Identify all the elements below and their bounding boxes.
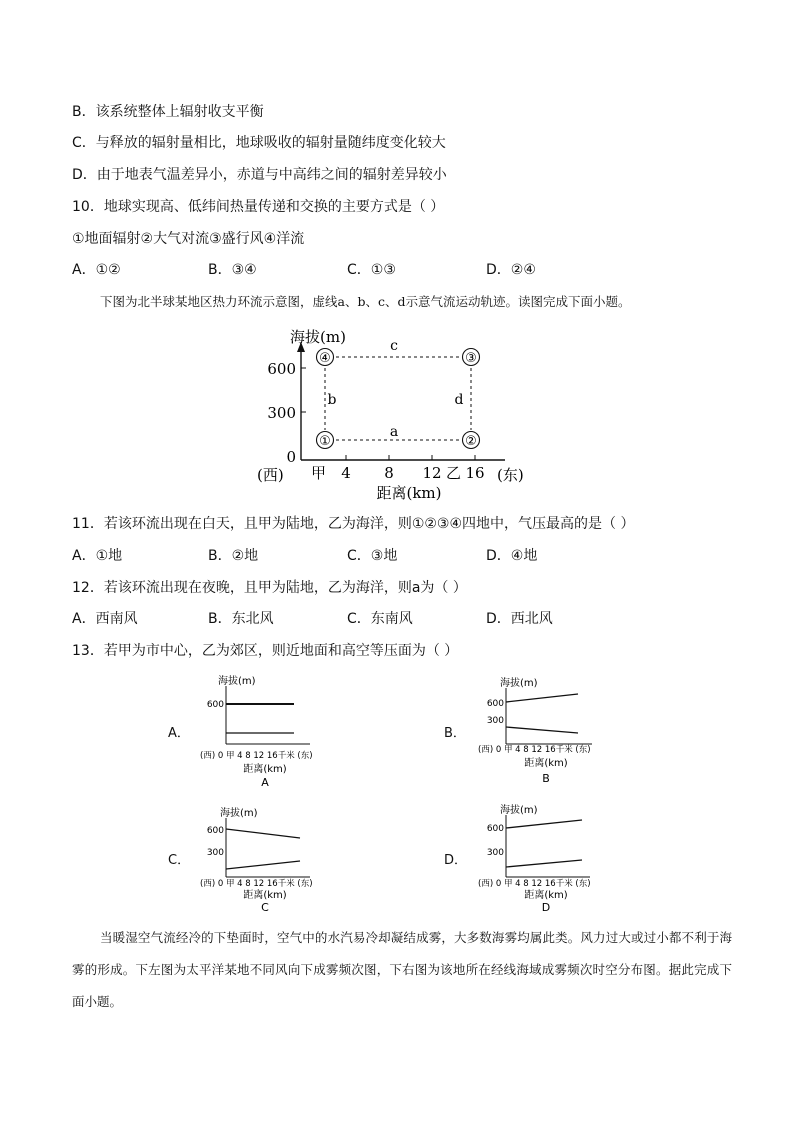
y-tick-600: 600 [267, 360, 296, 378]
isobar-diagram-a [198, 672, 338, 790]
q11-option-b: B．②地 [208, 548, 259, 564]
tick300-c: 300 [206, 848, 224, 858]
xlabel-d: 距离(km) [524, 890, 568, 901]
ylabel-c: 海拔(m) [220, 808, 258, 819]
q10-stem: 10．地球实现高、低纬间热量传递和交换的主要方式是（ ） [72, 199, 445, 215]
point-3-label: ③ [465, 351, 477, 366]
xlabel-b: 距离(km) [524, 758, 568, 769]
q12-option-d: D．西北风 [486, 611, 553, 627]
x-tick-16: 16 [465, 464, 485, 482]
q11-option-d: D．④地 [486, 548, 538, 564]
q11-option-c: C．③地 [347, 548, 398, 564]
intro-circulation: 下图为北半球某地区热力环流示意图，虚线a、b、c、d示意气流运动轨迹。读图完成下面小题。 [100, 294, 631, 309]
q13-option-d-label: D． [444, 853, 468, 868]
q13-stem: 13．若甲为市中心，乙为郊区，则近地面和高空等压面为（ ） [72, 643, 459, 659]
xaxis-d: (西) 0 甲 4 8 12 16千米 (东) [478, 879, 591, 889]
q12-option-c: C．东南风 [347, 611, 413, 627]
xlabel-a: 距离(km) [243, 764, 287, 775]
q12-option-a: A．西南风 [72, 611, 138, 627]
line-c-label: c [390, 338, 398, 354]
q9-option-c: C．与释放的辐射量相比，地球吸收的辐射量随纬度变化较大 [72, 135, 446, 151]
caption-a: A [261, 776, 269, 789]
xlabel-c: 距离(km) [243, 890, 287, 901]
y-axis-title: 海拔(m) [290, 328, 346, 346]
x-tick-12: 12 [422, 464, 442, 482]
q11-option-a: A．①地 [72, 548, 123, 564]
q12-stem: 12．若该环流出现在夜晚，且甲为陆地，乙为海洋，则a为（ ） [72, 580, 467, 596]
q10-option-a: A．①② [72, 262, 121, 278]
q9-option-d: D．由于地表气温差异小，赤道与中高纬之间的辐射差异较小 [72, 167, 447, 183]
west-label: (西) [257, 466, 284, 484]
point-4-label: ④ [319, 351, 331, 366]
tick300-d: 300 [486, 848, 504, 858]
point-2-label: ② [465, 434, 477, 449]
q10-option-c: C．①③ [347, 262, 396, 278]
isobar-diagram-c [198, 800, 348, 918]
caption-b: B [542, 772, 550, 785]
q10-option-d: D．②④ [486, 262, 536, 278]
east-label: (东) [497, 466, 524, 484]
tick300-b: 300 [486, 716, 504, 726]
caption-c: C [261, 901, 269, 914]
isobar-diagram-b [474, 672, 624, 790]
line-a-label: a [389, 424, 399, 440]
y-tick-0: 0 [286, 448, 296, 466]
caption-d: D [541, 901, 551, 914]
y-tick-300: 300 [267, 404, 296, 422]
tick600-b: 600 [486, 699, 504, 709]
xaxis-b: (西) 0 甲 4 8 12 16千米 (东) [478, 745, 591, 755]
q9-option-b: B．该系统整体上辐射收支平衡 [72, 104, 264, 120]
ylabel-b: 海拔(m) [500, 678, 538, 689]
x-axis-title: 距离(km) [376, 484, 442, 502]
yi-label: 乙 [446, 464, 462, 482]
x-tick-4: 4 [341, 464, 351, 482]
q10-items: ①地面辐射②大气对流③盛行风④洋流 [72, 231, 305, 247]
q12-option-b: B．东北风 [208, 611, 274, 627]
q13-option-b-label: B． [444, 726, 466, 741]
line-d-label: d [454, 392, 464, 408]
ylabel-d: 海拔(m) [500, 805, 538, 816]
tick600-d: 600 [486, 824, 504, 834]
tick600-a: 600 [206, 700, 224, 710]
xaxis-c: (西) 0 甲 4 8 12 16千米 (东) [200, 879, 313, 889]
thermal-circulation-diagram [0, 320, 794, 520]
isobar-diagram-d [474, 800, 624, 918]
ylabel-a: 海拔(m) [218, 676, 256, 687]
q13-option-c-label: C． [168, 853, 191, 868]
q10-option-b: B．③④ [208, 262, 257, 278]
q13-option-a-label: A． [168, 726, 190, 741]
xaxis-a: (西) 0 甲 4 8 12 16千米 (东) [200, 751, 313, 761]
q11-stem: 11．若该环流出现在白天，且甲为陆地，乙为海洋，则①②③④四地中，气压最高的是（ ） [72, 516, 635, 532]
x-tick-8: 8 [384, 464, 394, 482]
fog-intro-paragraph: 当暖湿空气流经冷的下垫面时，空气中的水汽易冷却凝结成雾，大多数海雾均属此类。风力过大或过小都不利于海雾的形成。下左图为太平洋某地不同风向下成雾频次图，下右图为该地所在经线海域成雾频次时空分布图。据此完成下面小题。 [72, 930, 732, 1009]
line-b-label: b [327, 392, 337, 408]
point-1-label: ① [319, 434, 331, 449]
jia-label: 甲 [311, 464, 327, 482]
tick600-c: 600 [206, 826, 224, 836]
